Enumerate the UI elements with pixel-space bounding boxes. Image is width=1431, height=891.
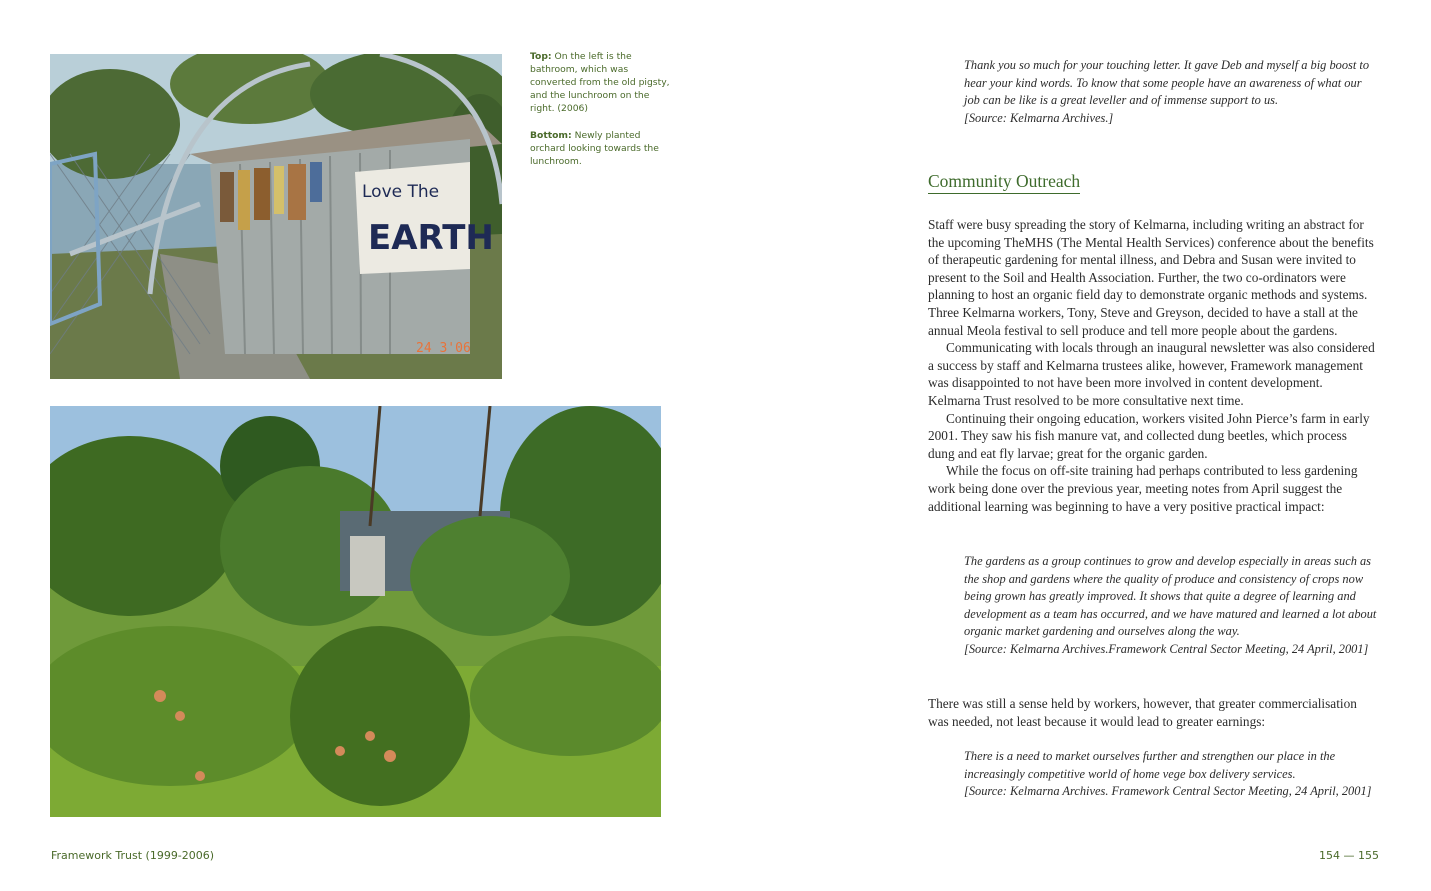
- footer-running-title: Framework Trust (1999-2006): [51, 849, 215, 862]
- sign-text-1: Love The: [362, 182, 440, 202]
- footer-page-numbers: 154 — 155: [1319, 849, 1379, 862]
- quote-text: There is a need to market ourselves further and strengthen our place in the increasingly competitive world of home vege box delivery services.: [964, 749, 1336, 781]
- section-heading: Community Outreach: [928, 170, 1080, 194]
- block-quote-commercialisation: [964, 748, 1378, 801]
- body-paragraph: There was still a sense held by workers, however, that greater commercialisation was needed, not least because it would lead to greater earnings:: [928, 696, 1357, 729]
- caption-top: [530, 50, 670, 115]
- body-paragraph: Staff were busy spreading the story of Kelmarna, including writing an abstract for the upcoming TheMHS (The Mental Health Services) conference about the benefits of therapeutic gardening for mental illness, and Debra and Susan were invited to present to the Soil and Health Association. Further, the two co-ordinators were planning to host an organic field day to demonstrate organic methods and systems. Three Kelmarna workers, Tony, Steve and Greyson, decided to have a stall at the annual Meola festival to sell produce and tell more people about the gardens.: [928, 217, 1374, 338]
- body-text-continued: [928, 695, 1376, 730]
- orchard-photo-illustration: [50, 406, 661, 817]
- caption-bottom-label: Bottom:: [530, 130, 572, 141]
- block-quote-letter: [964, 57, 1378, 127]
- body-paragraph: Communicating with locals through an inaugural newsletter was also considered a success by staff and Kelmarna trustees alike, however, Framework management was disappointed to not have been more involved in content development. Kelmarna Trust resolved to be more consultative next time.: [928, 340, 1375, 408]
- block-quote-meeting-notes: [964, 553, 1378, 659]
- quote-source: [Source: Kelmarna Archives.]: [964, 110, 1114, 125]
- photo-shed-lunchroom: [50, 54, 502, 379]
- photo-orchard: [50, 406, 661, 817]
- shed-photo-illustration: [50, 54, 502, 379]
- caption-top-label: Top:: [530, 51, 552, 62]
- caption-bottom-text: Newly planted orchard looking towards the lunchroom.: [530, 130, 659, 167]
- body-paragraph: Continuing their ongoing education, workers visited John Pierce’s farm in early 2001. They saw his fish manure vat, and collected dung beetles, which process dung and eat fly larvae; great for the organic garden.: [928, 410, 1370, 461]
- caption-bottom: [530, 129, 670, 168]
- quote-text: The gardens as a group continues to grow and develop especially in areas such as the shop and gardens where the quality of produce and consistency of crops now being grown has greatly improved. It shows that quite a degree of learning and development as a team has occurred, and we have matured and learned a lot about organic market gardening and ourselves along the way.: [964, 554, 1377, 639]
- quote-source: [Source: Kelmarna Archives.Framework Central Sector Meeting, 24 April, 2001]: [964, 641, 1369, 656]
- sign-text-2: EARTH: [368, 218, 494, 258]
- date-stamp: 24 3'06: [416, 341, 471, 356]
- quote-text: Thank you so much for your touching letter. It gave Deb and myself a big boost to hear your kind words. To know that some people have an awareness of what our job can be like is a great leveller and of immense support to us.: [964, 58, 1370, 108]
- photo-caption: [530, 50, 670, 182]
- body-paragraph: While the focus on off-site training had perhaps contributed to less gardening work being done over the previous year, meeting notes from April suggest the additional learning was beginning to have a very positive practical impact:: [928, 463, 1358, 514]
- body-text: [928, 216, 1376, 515]
- caption-top-text: On the left is the bathroom, which was converted from the old pigsty, and the lunchroom on the right. (2006): [530, 51, 670, 114]
- quote-source: [Source: Kelmarna Archives. Framework Central Sector Meeting, 24 April, 2001]: [964, 784, 1372, 799]
